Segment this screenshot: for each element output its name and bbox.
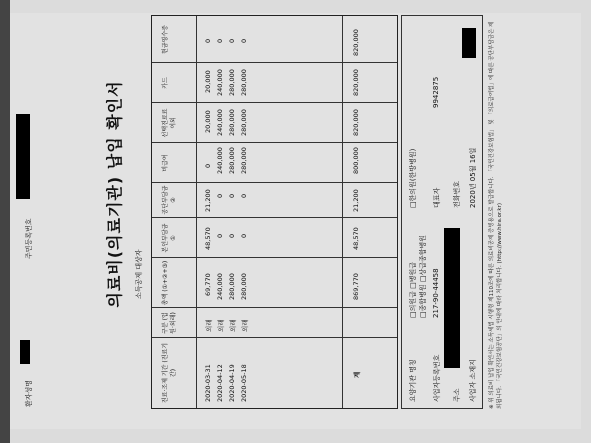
header-total: 총액 (①+②+③) [162,260,169,306]
seal-label: 사업자 소재지 [469,359,477,402]
footnotes: ※ 위 의료비 납입 확인서는 소득세법 시행령 제110조에 따른 의료비공제 증빙용으로 발급합니다. 「국민건강보험법」 및 「의료급여법」에 따른 공단부담금은 제외됩니다. 「국민건강보험공단」의 안내에 따라 처리합니다. (http://www.hira.or.kr) [489,21,503,409]
hospital-kind-2: □종합병원 □상급종합병원 [419,234,427,318]
redaction-address [444,228,460,368]
issuer-label: 소득공제 대상자 [135,249,143,299]
address-label: 주소 [453,388,461,402]
document-title: 의료비(의료기관) 납입 확인서 [105,80,124,308]
hospital-label: 요양기관 명칭 [409,359,417,402]
header-deductible: 본인부담금 ① [162,223,177,253]
redaction-patient-name [20,340,30,364]
patient-label: 환자성명 [25,379,33,407]
paper-body [6,13,581,429]
redaction-seal [462,28,476,58]
header-card: 카드 [162,77,169,89]
reg-no-label: 사업자등록번호 [433,354,441,402]
representative-label: 대표자 [433,187,441,208]
header-non-choice: 선택진료료 이외 [162,108,177,138]
redaction-resident-no [16,114,30,199]
hospital-kind: □의원급 □병원급 [409,261,417,318]
header-uncovered: 비급여 [162,154,169,172]
phone-label: 전화번호 [453,180,461,208]
payment-table: 진료·조제 기간 (진료기간) 구분 (입원·외래) 총액 (①+②+③) 본인부담금 ① 공단부담금 ② 비급여 선택진료료 이외 카드 현금영수증 2020-03-31 외래 69,770 48,570 21,200 0 20,000 20,000 0 2020-04-12 외래 240,000 0 0 240,000 240,000 240,000 0 2020-04-19 외래 280,000 0 0 280,000 280,000 280,000 0 2020-05-18 외래 280,000 0 0 280,000 280,000 280,000 0 계 869,770 48,570 21,200 800,000 820,000 820,000 820,000 [151,15,398,409]
hospital-kind-3: □한의원(한방병원) [409,148,417,208]
header-cash: 현금영수증 [162,25,169,54]
resident-no-label: 주민등록번호 [25,218,33,259]
phone-number: 217-90-44458 [432,268,440,318]
issuer-box [401,15,483,409]
header-date: 진료·조제 기간 (진료기간) [162,342,177,404]
header-insurer: 공단부담금 ② [162,185,177,215]
issue-date: 2020년 05월 16일 [469,147,477,208]
scan-edge-shadow [0,0,10,443]
header-type: 구분 (입원·외래) [162,312,177,334]
seal-number: 9942875 [432,76,440,108]
